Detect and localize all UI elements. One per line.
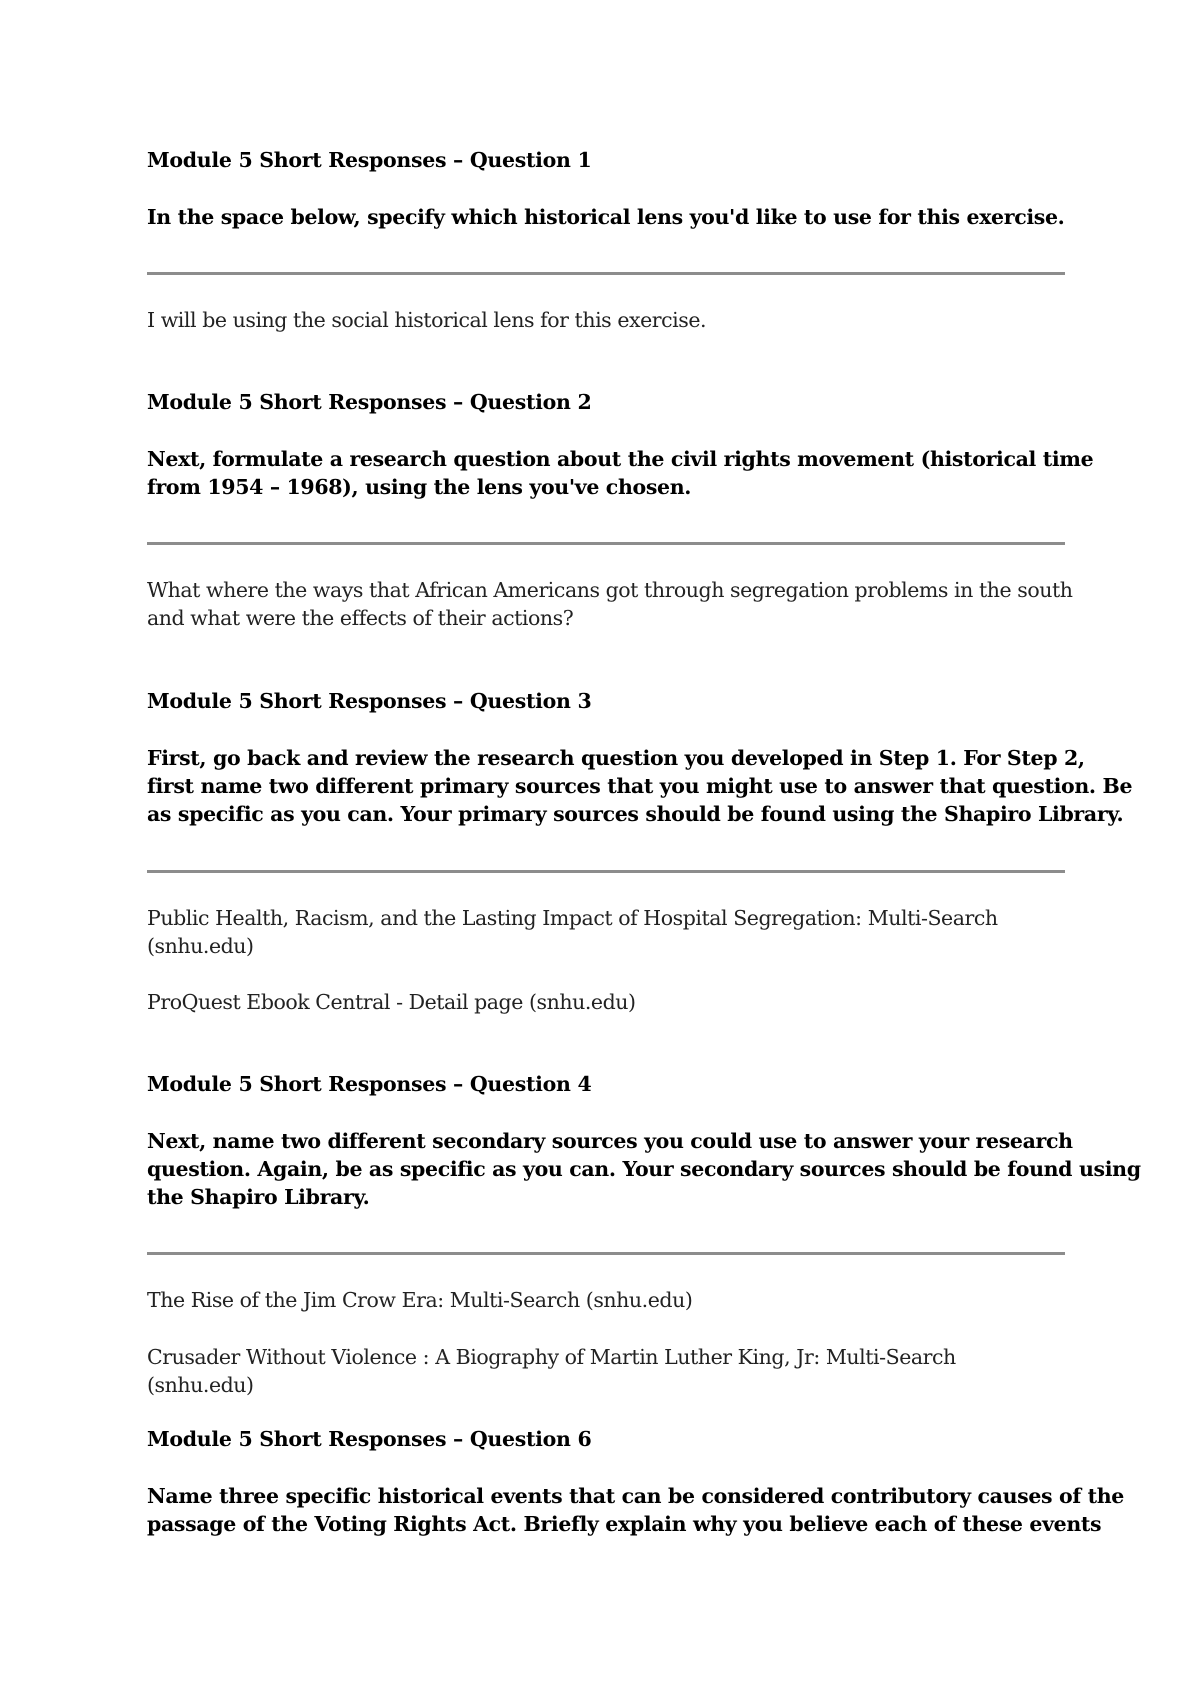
q3-divider	[147, 870, 1065, 873]
q4-prompt-line: Next, name two different secondary sources you could use to answer your research	[147, 1129, 1073, 1153]
q2-answer-line: What where the ways that African Americans got through segregation problems in the south	[147, 578, 1073, 602]
q6-prompt-line: Name three specific historical events that can be considered contributory causes of the	[147, 1484, 1124, 1508]
q1-prompt-line: In the space below, specify which historical lens you'd like to use for this exercise.	[147, 205, 1065, 229]
q2-answer-line: and what were the effects of their actions?	[147, 606, 574, 630]
q6-prompt-line: passage of the Voting Rights Act. Briefly explain why you believe each of these events	[147, 1512, 1102, 1536]
q6-heading: Module 5 Short Responses – Question 6	[147, 1427, 592, 1451]
q3-prompt-line: first name two different primary sources that you might use to answer that question. Be	[147, 774, 1133, 798]
q3-primary-source-1	[147, 904, 1067, 960]
q3-heading: Module 5 Short Responses – Question 3	[147, 689, 592, 713]
q4-secondary-source-1: The Rise of the Jim Crow Era: Multi-Search (snhu.edu)	[147, 1288, 693, 1312]
q1-prompt	[147, 203, 1067, 231]
q4-heading: Module 5 Short Responses – Question 4	[147, 1072, 592, 1096]
q3-primary-source-2: ProQuest Ebook Central - Detail page (snhu.edu)	[147, 990, 636, 1014]
q6-prompt	[147, 1482, 1124, 1538]
q1-heading: Module 5 Short Responses – Question 1	[147, 148, 592, 172]
q3-prompt	[147, 744, 1133, 828]
q4-prompt-line: the Shapiro Library.	[147, 1185, 370, 1209]
q1-divider	[147, 272, 1065, 275]
q2-prompt	[147, 445, 1094, 501]
q2-prompt-line: Next, formulate a research question about the civil rights movement (historical time	[147, 447, 1094, 471]
q3-answer-line: Public Health, Racism, and the Lasting Impact of Hospital Segregation: Multi-Search	[147, 906, 998, 930]
q4-secondary-source-2: Crusader Without Violence : A Biography of Martin Luther King, Jr: Multi-Search (snhu.edu)	[147, 1345, 956, 1397]
q2-heading: Module 5 Short Responses – Question 2	[147, 390, 592, 414]
q1-answer: I will be using the social historical lens for this exercise.	[147, 308, 707, 332]
q2-answer	[147, 576, 1073, 632]
q4-prompt-line: question. Again, be as specific as you can. Your secondary sources should be found using	[147, 1157, 1141, 1181]
q2-prompt-line: from 1954 – 1968), using the lens you've chosen.	[147, 475, 692, 499]
q2-divider	[147, 542, 1065, 545]
q3-prompt-line: as specific as you can. Your primary sources should be found using the Shapiro Library.	[147, 802, 1124, 826]
q3-answer-line: (snhu.edu)	[147, 934, 254, 958]
q3-prompt-line: First, go back and review the research question you developed in Step 1. For Step 2,	[147, 746, 1085, 770]
q4-divider	[147, 1252, 1065, 1255]
q4-prompt	[147, 1127, 1141, 1211]
